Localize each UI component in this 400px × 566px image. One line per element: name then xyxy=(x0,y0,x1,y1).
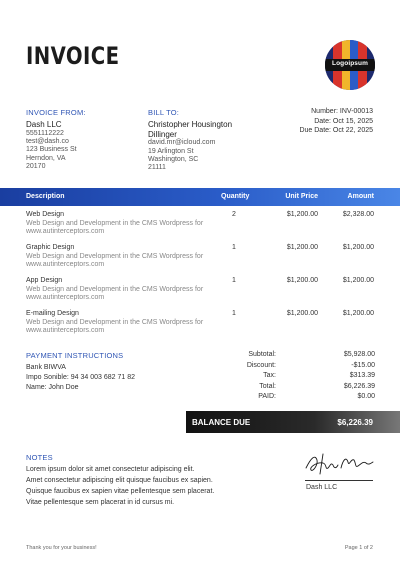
invoice-meta xyxy=(299,107,373,136)
invoice-number: Number: INV-00013 xyxy=(311,108,373,115)
row-desc-line1: Web Design and Development in the CMS Wordpress for xyxy=(26,285,204,293)
col-description: Description xyxy=(26,193,65,200)
tax-value: $313.39 xyxy=(349,372,375,380)
col-unit-price: Unit Price xyxy=(285,193,318,200)
row-amount: $1,200.00 xyxy=(342,244,374,251)
row-desc-line2: www.autinterceptors.com xyxy=(26,261,105,269)
row-quantity: 1 xyxy=(232,310,236,317)
from-zip: 20170 xyxy=(26,163,46,171)
signature-graphic xyxy=(303,450,375,478)
logo-text: Logoipsum xyxy=(332,60,368,67)
row-amount: $2,328.00 xyxy=(342,211,374,218)
payment-impo: Impo Sonible: 94 34 003 682 71 82 xyxy=(26,373,135,381)
subtotal-label: Subtotal: xyxy=(248,351,276,358)
table-row xyxy=(0,244,400,277)
paid-row xyxy=(236,393,375,404)
tax-row xyxy=(236,372,375,383)
total-value: $6,226.39 xyxy=(343,382,375,390)
discount-value: -$15.00 xyxy=(351,361,375,369)
row-desc-line2: www.autinterceptors.com xyxy=(26,327,105,335)
signature-line xyxy=(305,480,373,481)
company-logo xyxy=(325,40,375,90)
paid-label: PAID: xyxy=(258,393,276,401)
row-unit-price: $1,200.00 xyxy=(286,211,318,218)
row-unit-price: $1,200.00 xyxy=(286,310,318,317)
row-description xyxy=(26,244,203,270)
bill-to-name-2: Dillinger xyxy=(148,129,177,139)
from-address1: 123 Business St xyxy=(26,146,77,154)
row-unit-price: $1,200.00 xyxy=(286,277,318,284)
bill-to-address1: 19 Arlington St xyxy=(148,147,194,155)
invoice-due-date: Due Date: Oct 22, 2025 xyxy=(299,127,373,135)
bill-to-email: david.mr@icloud.com xyxy=(148,139,216,147)
notes-line: Vitae pellentesque sem placerat in id cursus mi. xyxy=(26,499,175,506)
row-description xyxy=(26,211,203,237)
balance-due-label: BALANCE DUE xyxy=(192,418,251,427)
bill-to-block xyxy=(148,120,232,173)
discount-label: Discount: xyxy=(246,361,276,369)
row-description xyxy=(26,310,203,336)
from-name: Dash LLC xyxy=(26,120,62,129)
row-amount: $1,200.00 xyxy=(342,277,374,284)
total-label: Total: xyxy=(259,382,276,390)
footer-thanks: Thank you for your business! xyxy=(26,545,97,551)
row-desc-line2: www.autinterceptors.com xyxy=(26,228,105,236)
balance-due-value: $6,226.39 xyxy=(337,418,373,427)
notes-line: Lorem ipsum dolor sit amet consectetur adipiscing elit. xyxy=(26,466,195,473)
row-title: Web Design xyxy=(26,211,65,218)
row-title: E-mailing Design xyxy=(26,310,79,317)
discount-row xyxy=(236,362,375,373)
bill-to-address2: Washington, SC xyxy=(148,156,199,163)
from-phone: 5551112222 xyxy=(26,129,64,137)
subtotal-row xyxy=(236,351,375,362)
invoice-from-block xyxy=(26,120,77,172)
bill-to-name-1: Christopher Housington xyxy=(148,120,233,129)
row-desc-line1: Web Design and Development in the CMS Wordpress for xyxy=(26,252,204,260)
row-amount: $1,200.00 xyxy=(342,310,374,317)
col-quantity: Quantity xyxy=(221,193,250,200)
row-description xyxy=(26,277,203,303)
invoice-date: Date: Oct 15, 2025 xyxy=(314,117,373,125)
row-quantity: 1 xyxy=(232,277,236,284)
payment-instructions-label: PAYMENT INSTRUCTIONS xyxy=(26,351,124,360)
row-desc-line1: Web Design and Development in the CMS Wordpress for xyxy=(26,318,204,326)
signature-name: Dash LLC xyxy=(306,484,338,491)
items-table-header xyxy=(0,188,400,206)
row-title: Graphic Design xyxy=(26,244,75,251)
tax-label: Tax: xyxy=(263,372,276,380)
payment-name: Name: John Doe xyxy=(26,383,79,391)
from-email: test@dash.co xyxy=(26,138,69,145)
row-quantity: 1 xyxy=(232,244,236,251)
totals-summary xyxy=(236,351,375,404)
row-unit-price: $1,200.00 xyxy=(286,244,318,251)
invoice-from-label: INVOICE FROM: xyxy=(26,108,86,117)
notes-line: Amet consectetur adipiscing elit quisque faucibus ex sapien. xyxy=(26,477,213,484)
notes-line: Quisque faucibus ex sapien vitae pellentesque sem placerat. xyxy=(26,488,215,495)
table-row xyxy=(0,310,400,343)
payment-instructions xyxy=(26,363,135,392)
col-amount: Amount xyxy=(347,193,374,200)
bill-to-zip: 21111 xyxy=(148,164,166,172)
invoice-title: INVOICE xyxy=(26,42,120,70)
footer-page-number: Page 1 of 2 xyxy=(344,545,373,551)
row-quantity: 2 xyxy=(232,211,236,218)
row-title: App Design xyxy=(26,277,63,284)
subtotal-value: $5,928.00 xyxy=(343,351,375,358)
table-row xyxy=(0,277,400,310)
table-row xyxy=(0,211,400,244)
total-row xyxy=(236,383,375,394)
from-address2: Herndon, VA xyxy=(26,154,66,162)
balance-due-bar xyxy=(186,411,400,433)
payment-bank: Bank BIWVA xyxy=(26,364,66,371)
notes-label: NOTES xyxy=(26,453,53,462)
paid-value: $0.00 xyxy=(357,393,375,401)
notes-text xyxy=(26,464,256,508)
row-desc-line1: Web Design and Development in the CMS Wordpress for xyxy=(26,219,204,227)
bill-to-label: BILL TO: xyxy=(148,108,180,117)
row-desc-line2: www.autinterceptors.com xyxy=(26,294,105,302)
